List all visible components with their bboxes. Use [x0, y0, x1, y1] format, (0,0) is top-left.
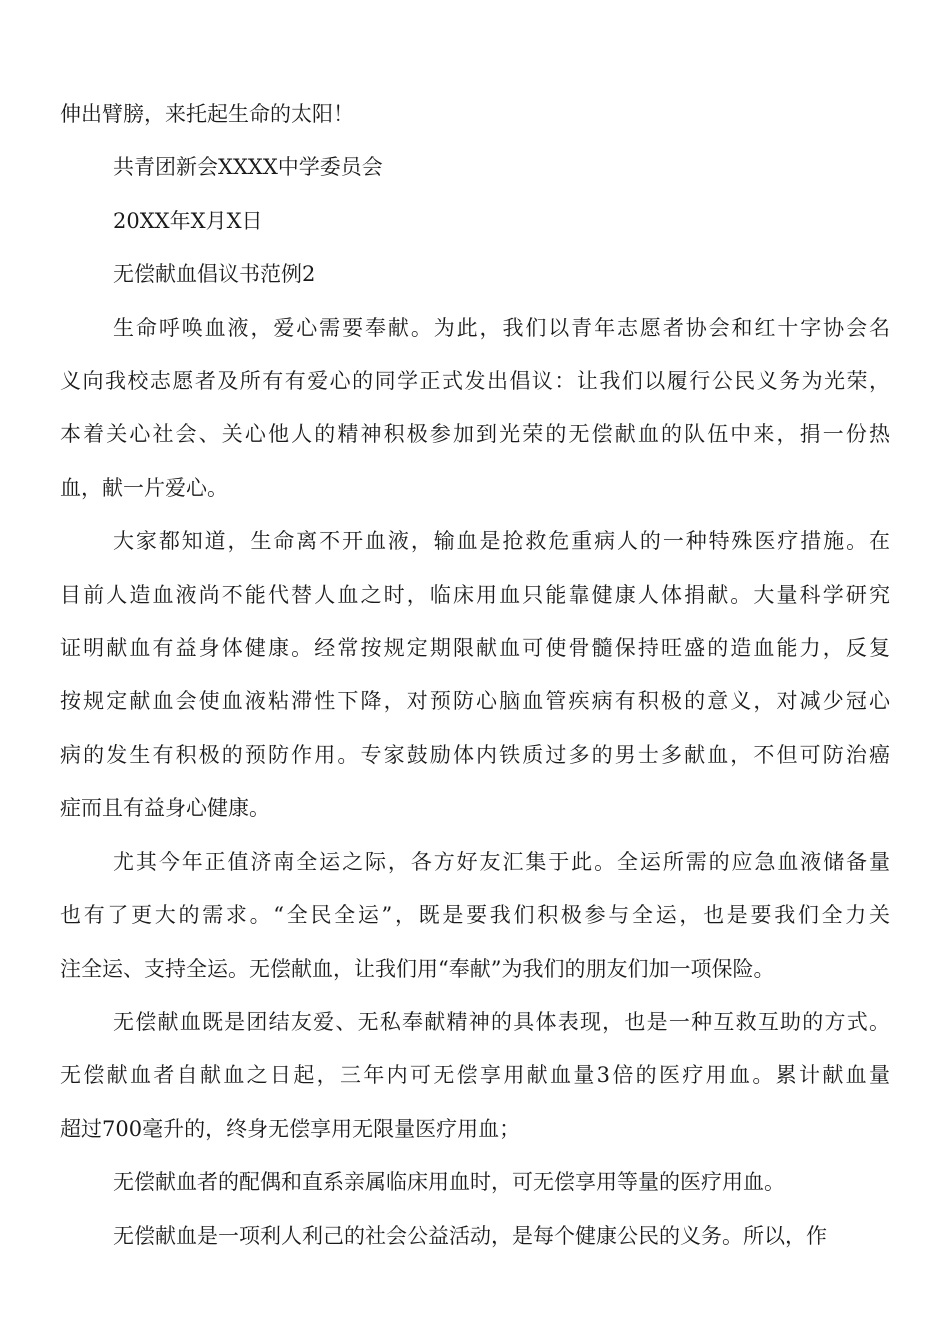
paragraph-line: 证明献血有益身体健康。经常按规定期限献血可使骨髓保持旺盛的造血能力，反复 [60, 636, 890, 661]
paragraph-line: 本着关心社会、关心他人的精神积极参加到光荣的无偿献血的队伍中来，捐一份热 [60, 422, 890, 447]
paragraph-2 [60, 515, 890, 835]
document-page [60, 88, 890, 1263]
paragraph-line: 尤其今年正值济南全运之际，各方好友汇集于此。全运所需的应急血液储备量 [113, 849, 890, 874]
signature-date: 20XX年X月X日 [113, 208, 263, 233]
paragraph-line: 注全运、支持全运。无偿献血，让我们用“奉献”为我们的朋友们加一项保险。 [60, 956, 775, 981]
paragraph-line: 症而且有益身心健康。 [60, 796, 270, 821]
signature-org: 共青团新会XXXX中学委员会 [113, 155, 383, 180]
paragraph-line: 目前人造血液尚不能代替人血之时，临床用血只能靠健康人体捐献。大量科学研究 [60, 582, 890, 607]
paragraph-1 [60, 302, 890, 516]
paragraph-line: 生命呼唤血液，爱心需要奉献。为此，我们以青年志愿者协会和红十字协会名 [113, 315, 890, 340]
paragraph-4 [60, 996, 890, 1156]
paragraph-line: 义向我校志愿者及所有有爱心的同学正式发出倡议：让我们以履行公民义务为光荣， [60, 369, 890, 394]
paragraph-line: 大家都知道，生命离不开血液，输血是抢救危重病人的一种特殊医疗措施。在 [113, 529, 890, 554]
paragraph-5: 无偿献血者的配偶和直系亲属临床用血时，可无偿享用等量的医疗用血。 [113, 1170, 785, 1195]
paragraph-line: 按规定献血会使血液粘滞性下降，对预防心脑血管疾病有积极的意义，对减少冠心 [60, 689, 890, 714]
paragraph-line: 超过700毫升的，终身无偿享用无限量医疗用血； [60, 1116, 521, 1141]
paragraph-line: 无偿献血者自献血之日起，三年内可无偿享用献血量3倍的医疗用血。累计献血量 [60, 1063, 890, 1088]
closing-line: 伸出臂膀，来托起生命的太阳！ [60, 102, 354, 126]
paragraph-3 [60, 836, 890, 996]
section-heading: 无偿献血倡议书范例2 [113, 262, 316, 287]
paragraph-line: 病的发生有积极的预防作用。专家鼓励体内铁质过多的男士多献血，不但可防治癌 [60, 742, 890, 767]
paragraph-6: 无偿献血是一项利人利己的社会公益活动，是每个健康公民的义务。所以，作 [113, 1223, 827, 1248]
paragraph-line: 无偿献血既是团结友爱、无私奉献精神的具体表现，也是一种互救互助的方式。 [113, 1009, 890, 1034]
paragraph-line: 也有了更大的需求。“全民全运”，既是要我们积极参与全运，也是要我们全力关 [60, 903, 890, 928]
paragraph-line: 血，献一片爱心。 [60, 475, 228, 500]
